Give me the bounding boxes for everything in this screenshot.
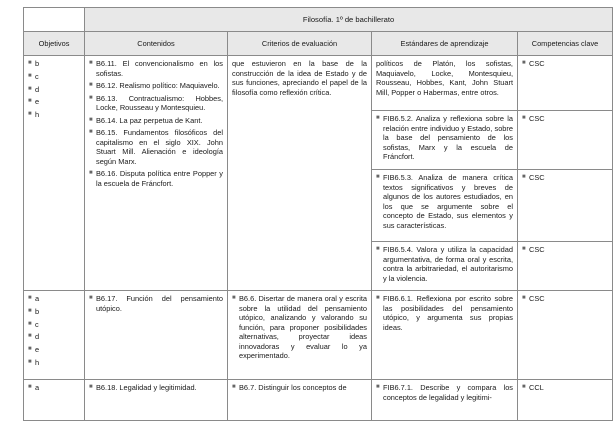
competencia-cell: ■ CSC bbox=[518, 111, 613, 170]
list-item: ■ B6.15. Fundamentos filosóficos del capitalismo en el siglo XIX. John Stuart Mill. Alienación e ideología según Marx. bbox=[89, 128, 223, 166]
estandar-text: políticos de Platón, los sofistas, Maquiavelo, Locke, Montesquieu, Rousseau, Hobbes, Kant, John Stuart Mill, Popper o Habermas, entre otros. bbox=[376, 59, 513, 97]
list-item: ■ B6.18. Legalidad y legitimidad. bbox=[89, 383, 197, 392]
estandar-text: FIB6.5.3. Analiza de manera crítica textos significativos y breves de algunos de los autores estudiados, en los que se argumente sobre el concepto de Estado, sus elementos y sus características. bbox=[383, 173, 513, 230]
estandar-text: FIB6.5.4. Valora y utiliza la capacidad argumentativa, de forma oral y escrita, contra la arbitrariedad, el autoritarismo y la violencia. bbox=[383, 245, 513, 283]
list-item: ■ h bbox=[28, 110, 40, 120]
criterio-cell: ■ B6.6. Disertar de manera oral y escrita sobre la utilidad del pensamiento utópico, analizando y valorando su función, para proponer posibilidades alternativas, proyectar ideas innovadoras y evaluar lo ya experimentado. bbox=[228, 291, 372, 380]
criterio-cell: ■ B6.7. Distinguir los conceptos de bbox=[228, 380, 372, 421]
contenidos-cell bbox=[85, 291, 228, 380]
objetivos-cell bbox=[24, 291, 85, 380]
header-row bbox=[24, 32, 613, 56]
list-item: ■ c bbox=[28, 319, 39, 329]
criterio-text: que estuvieron en la base de la construcción de la idea de Estado y de sus funciones, apreciando el papel de la filosofía como reflexión crítica. bbox=[232, 59, 367, 97]
list-item: ■ b bbox=[28, 59, 40, 68]
list-item: ■ d bbox=[28, 332, 40, 342]
estandar-text: FIB6.6.1. Reflexiona por escrito sobre las posibilidades del pensamiento utópico, y argumenta sus propias ideas. bbox=[383, 294, 513, 332]
list-item: ■ e bbox=[28, 345, 40, 355]
list-item: ■ h bbox=[28, 357, 40, 367]
competencia-text: CSC bbox=[529, 294, 545, 303]
table-title: Filosofía. 1º de bachillerato bbox=[85, 8, 613, 32]
header-objetivos: Objetivos bbox=[24, 32, 85, 56]
contenidos-cell bbox=[85, 380, 228, 421]
estandar-cell bbox=[372, 56, 518, 111]
list-item: ■ B6.17. Función del pensamiento utópico. bbox=[89, 294, 223, 313]
list-item: ■ B6.12. Realismo político: Maquiavelo. bbox=[89, 81, 220, 90]
curriculum-table bbox=[23, 7, 613, 421]
header-estandares: Estándares de aprendizaje bbox=[372, 32, 518, 56]
competencia-cell: ■ CSC bbox=[518, 170, 613, 242]
criterio-text: B6.7. Distinguir los conceptos de bbox=[239, 383, 347, 392]
competencia-text: CSC bbox=[529, 245, 545, 254]
criterio-cell bbox=[228, 56, 372, 291]
competencia-text: CSC bbox=[529, 59, 545, 68]
header-criterios: Criterios de evaluación bbox=[228, 32, 372, 56]
estandar-cell: ■ FIB6.5.3. Analiza de manera crítica textos significativos y breves de algunos de los autores estudiados, en los que se argumente sobre el concepto de Estado, sus elementos y sus características. bbox=[372, 170, 518, 242]
title-row bbox=[24, 8, 613, 32]
table-row bbox=[24, 291, 613, 380]
header-competencias: Competencias clave bbox=[518, 32, 613, 56]
estandar-cell: ■ FIB6.5.4. Valora y utiliza la capacidad argumentativa, de forma oral y escrita, contra la arbitrariedad, el autoritarismo y la violencia. bbox=[372, 242, 518, 291]
list-item: ■ B6.14. La paz perpetua de Kant. bbox=[89, 115, 203, 125]
competencia-text: CSC bbox=[529, 114, 545, 123]
header-contenidos: Contenidos bbox=[85, 32, 228, 56]
competencia-cell: ■ CSC bbox=[518, 56, 613, 111]
estandar-text: FIB6.7.1. Describe y compara los conceptos de legalidad y legitimi- bbox=[383, 383, 513, 402]
objetivos-cell bbox=[24, 56, 85, 291]
table-row bbox=[24, 380, 613, 421]
table-row bbox=[24, 56, 613, 111]
list-item: ■ c bbox=[28, 71, 39, 81]
list-item: ■ e bbox=[28, 97, 40, 107]
list-item: ■ d bbox=[28, 84, 40, 94]
contenidos-cell bbox=[85, 56, 228, 291]
criterio-text: B6.6. Disertar de manera oral y escrita sobre la utilidad del pensamiento utópico, analizando y valorando su función, para proponer posibilidades alternativas, proyectar ideas innovadoras y evaluar lo ya experimentado. bbox=[239, 294, 367, 360]
competencia-text: CSC bbox=[529, 173, 545, 182]
list-item: ■ a bbox=[28, 383, 40, 392]
estandar-cell: ■ FIB6.7.1. Describe y compara los conceptos de legalidad y legitimi- bbox=[372, 380, 518, 421]
objetivos-cell bbox=[24, 380, 85, 421]
list-item: ■ B6.13. Contractualismo: Hobbes, Locke, Rousseau y Montesquieu. bbox=[89, 93, 223, 112]
competencia-cell: ■ CSC bbox=[518, 242, 613, 291]
estandar-text: FIB6.5.2. Analiza y reflexiona sobre la relación entre individuo y Estado, sobre la base del pensamiento de los sofistas, Marx y la escuela de Fráncfort. bbox=[383, 114, 513, 161]
estandar-cell: ■ FIB6.6.1. Reflexiona por escrito sobre las posibilidades del pensamiento utópico, y argumenta sus propias ideas. bbox=[372, 291, 518, 380]
title-row-spacer bbox=[24, 8, 85, 32]
competencia-cell: ■ CSC bbox=[518, 291, 613, 380]
list-item: ■ B6.16. Disputa política entre Popper y la escuela de Fráncfort. bbox=[89, 169, 223, 188]
list-item: ■ a bbox=[28, 294, 40, 303]
competencia-text: CCL bbox=[529, 383, 544, 392]
competencia-cell: ■ CCL bbox=[518, 380, 613, 421]
estandar-cell: ■ FIB6.5.2. Analiza y reflexiona sobre la relación entre individuo y Estado, sobre la base del pensamiento de los sofistas, Marx y la escuela de Fráncfort. bbox=[372, 111, 518, 170]
list-item: ■ B6.11. El convencionalismo en los sofistas. bbox=[89, 59, 223, 78]
list-item: ■ b bbox=[28, 306, 40, 316]
